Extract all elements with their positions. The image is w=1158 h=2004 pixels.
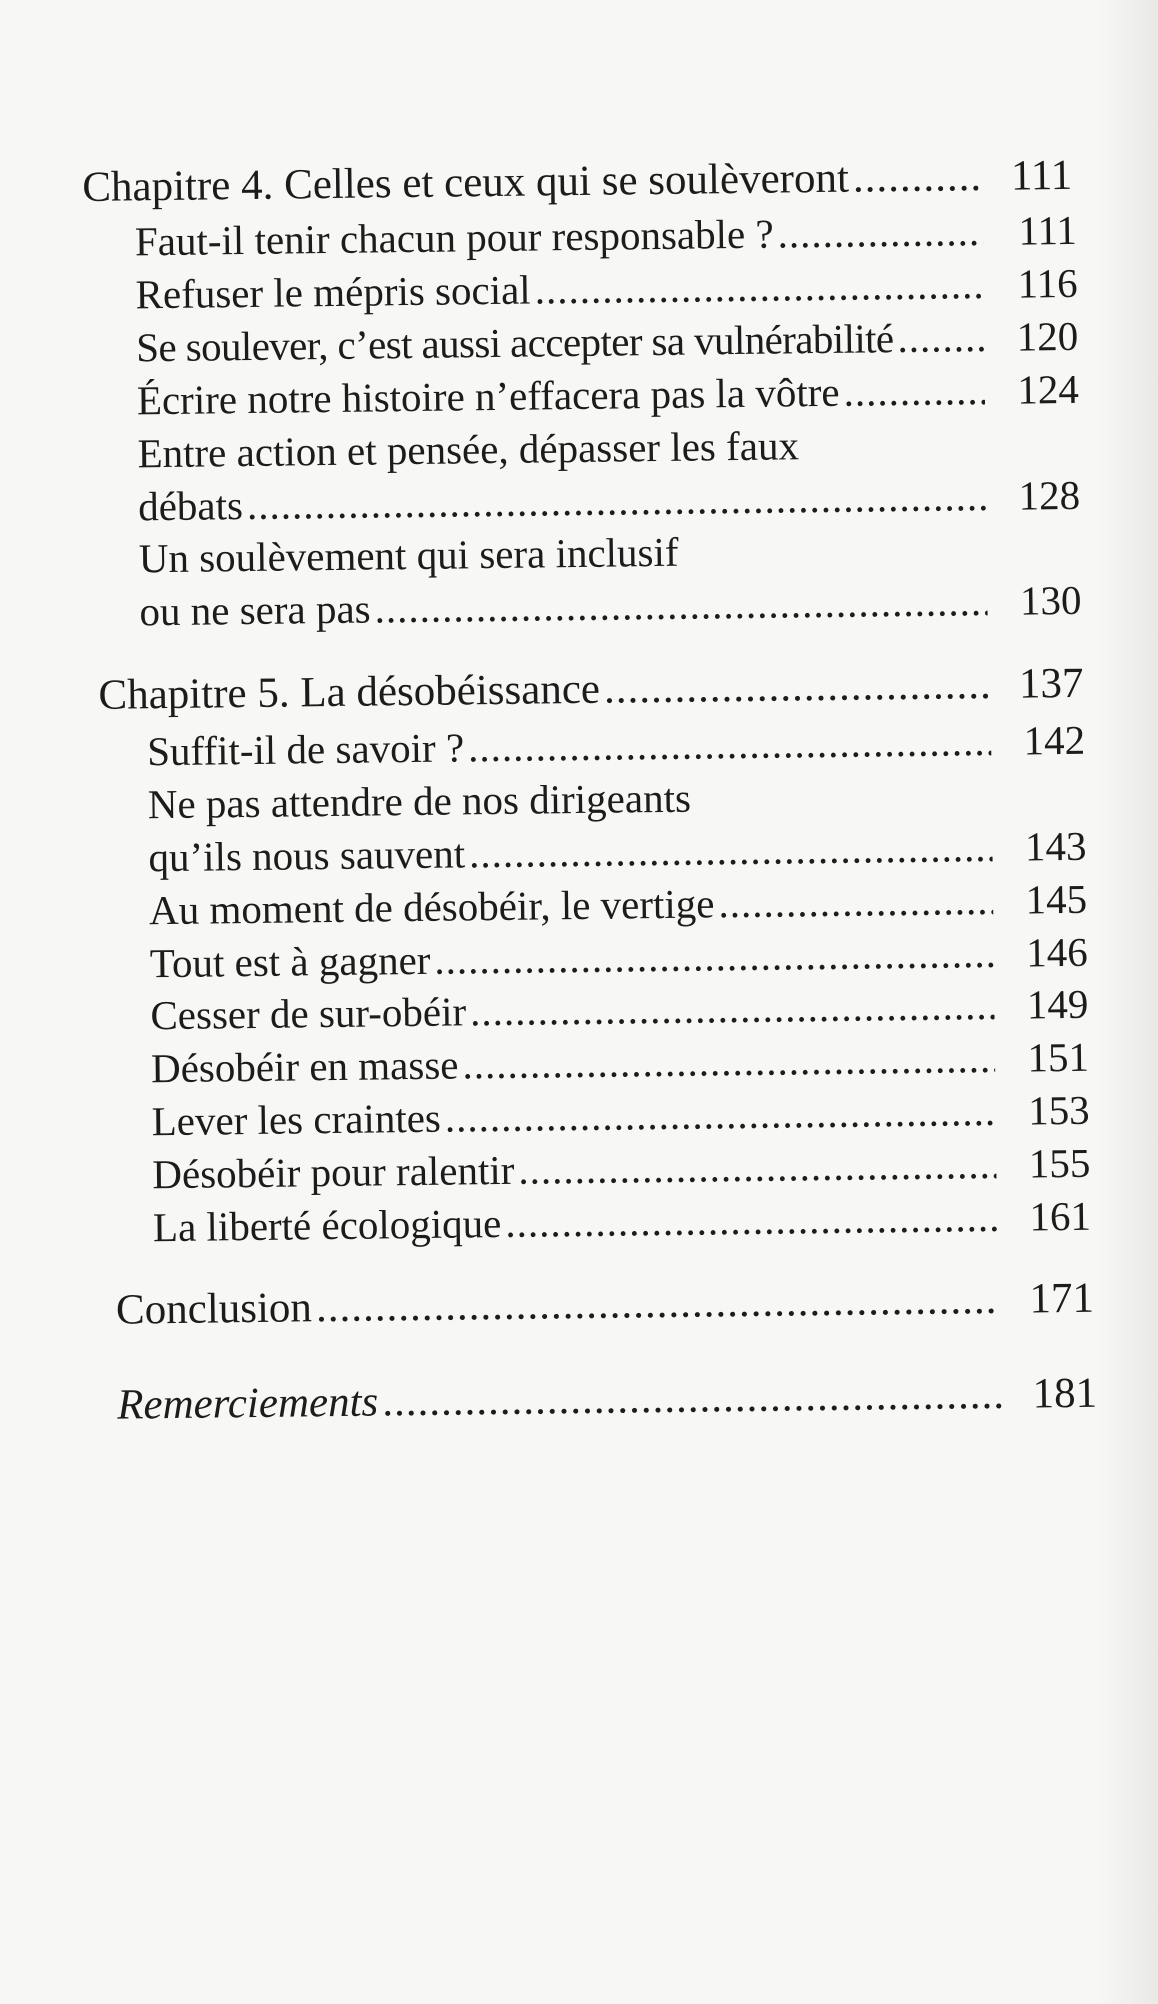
toc-section[interactable] (149, 875, 1088, 934)
dot-leader (469, 823, 993, 877)
toc-entry-title: La liberté écologique (152, 1199, 502, 1251)
dot-leader (382, 1371, 1003, 1427)
toc-entry-page: 120 (1016, 312, 1079, 360)
toc-entry-title: Désobéir en masse (150, 1041, 459, 1092)
toc-entry-title: ou ne sera pas (139, 585, 371, 635)
toc-section[interactable] (135, 259, 1078, 319)
toc-entry-title: Un soulèvement qui sera inclusif (138, 528, 679, 582)
toc-entry-title: Chapitre 4. Celles et ceux qui se soulèveront (82, 154, 850, 212)
dot-leader (470, 981, 995, 1035)
toc-section[interactable] (151, 1033, 1090, 1092)
dot-leader (374, 577, 987, 632)
toc-chapter-5[interactable] (98, 660, 1084, 720)
toc-entry-page: 149 (1026, 980, 1089, 1028)
toc-section[interactable] (151, 1086, 1090, 1145)
dot-leader (843, 366, 985, 416)
toc-entry-page: 181 (1032, 1369, 1098, 1418)
toc-entry-title: qu’ils nous sauvent (148, 830, 466, 881)
dot-leader (247, 472, 987, 529)
toc-entry-page: 116 (1017, 259, 1078, 307)
toc-section[interactable] (152, 1139, 1091, 1198)
toc-section[interactable] (139, 576, 1082, 636)
dot-leader (853, 153, 979, 203)
toc-section[interactable] (148, 822, 1087, 881)
toc-entry-page: 124 (1017, 365, 1080, 413)
toc-section[interactable] (135, 206, 1078, 266)
dot-leader (505, 1193, 997, 1247)
toc-entry-title: Ne pas attendre de nos dirigeants (147, 774, 692, 828)
toc-entry-page: 151 (1027, 1033, 1090, 1081)
dot-leader (518, 1140, 997, 1194)
dot-leader (695, 807, 1082, 812)
toc-conclusion[interactable] (116, 1275, 1095, 1335)
toc-entry-title: Suffit-il de savoir ? (146, 724, 465, 775)
toc-entry-title: Lever les craintes (151, 1094, 442, 1145)
toc-acknowledgements[interactable] (117, 1370, 1098, 1430)
dot-leader (718, 876, 993, 927)
dot-leader (777, 207, 983, 258)
toc-section[interactable] (147, 716, 1086, 775)
toc-entry-title: Entre action et pensée, dépasser les faux (137, 422, 800, 477)
toc-entry-page: 153 (1027, 1086, 1090, 1134)
toc-entry-title: débats (137, 482, 244, 530)
toc-entry-page: 146 (1025, 928, 1088, 976)
toc-entry-page: 111 (1010, 151, 1073, 200)
toc-entry-title: Conclusion (115, 1284, 313, 1334)
toc-section[interactable] (150, 980, 1089, 1039)
toc-entry-page: 111 (1018, 206, 1078, 254)
toc-entry-page: 155 (1028, 1139, 1091, 1187)
toc-section-line1 (139, 523, 1082, 583)
toc-entry-title: Écrire notre histoire n’effacera pas la vôtre (136, 368, 840, 424)
dot-leader (604, 661, 990, 714)
toc-entry-title: Au moment de désobéir, le vertige (148, 880, 715, 934)
dot-leader (534, 260, 983, 313)
dot-leader (462, 1034, 995, 1089)
toc-entry-page: 171 (1029, 1274, 1095, 1323)
toc-entry-page: 145 (1025, 875, 1088, 923)
toc-entry-page: 130 (1019, 576, 1082, 624)
toc-entry-page: 161 (1029, 1192, 1092, 1240)
toc-section[interactable] (153, 1192, 1092, 1251)
toc-section[interactable] (138, 471, 1081, 531)
dot-leader (803, 456, 1076, 459)
toc-entry-page: 143 (1024, 822, 1087, 870)
toc-section[interactable] (136, 312, 1079, 372)
dot-leader (434, 929, 994, 984)
toc-chapter-4[interactable] (82, 152, 1073, 212)
toc-entry-title: Tout est à gagner (149, 936, 431, 987)
toc-entry-title: Refuser le mépris social (135, 266, 531, 318)
dot-leader (897, 313, 984, 362)
toc-entry-title: Chapitre 5. La désobéissance (98, 665, 601, 719)
dot-leader (316, 1276, 1001, 1332)
dot-leader (445, 1087, 996, 1142)
dot-leader (683, 561, 1077, 566)
toc-entry-title: Désobéir pour ralentir (152, 1146, 515, 1198)
toc-entry-page: 137 (1018, 659, 1084, 708)
toc-entry-page: 128 (1018, 471, 1081, 519)
toc-entry-title: Remerciements (116, 1378, 379, 1429)
toc-section-line1 (137, 418, 1080, 478)
toc-section-line1 (148, 769, 1087, 828)
dot-leader (468, 717, 992, 771)
toc-entry-page: 142 (1023, 716, 1086, 764)
toc-entry-title: Cesser de sur-obéir (150, 988, 467, 1039)
toc-section[interactable] (149, 928, 1088, 987)
toc-entry-title: Se soulever, c’est aussi accepter sa vulnérabilité (135, 315, 894, 371)
toc-entry-title: Faut-il tenir chacun pour responsable ? (134, 210, 774, 265)
toc-section[interactable] (137, 365, 1080, 425)
